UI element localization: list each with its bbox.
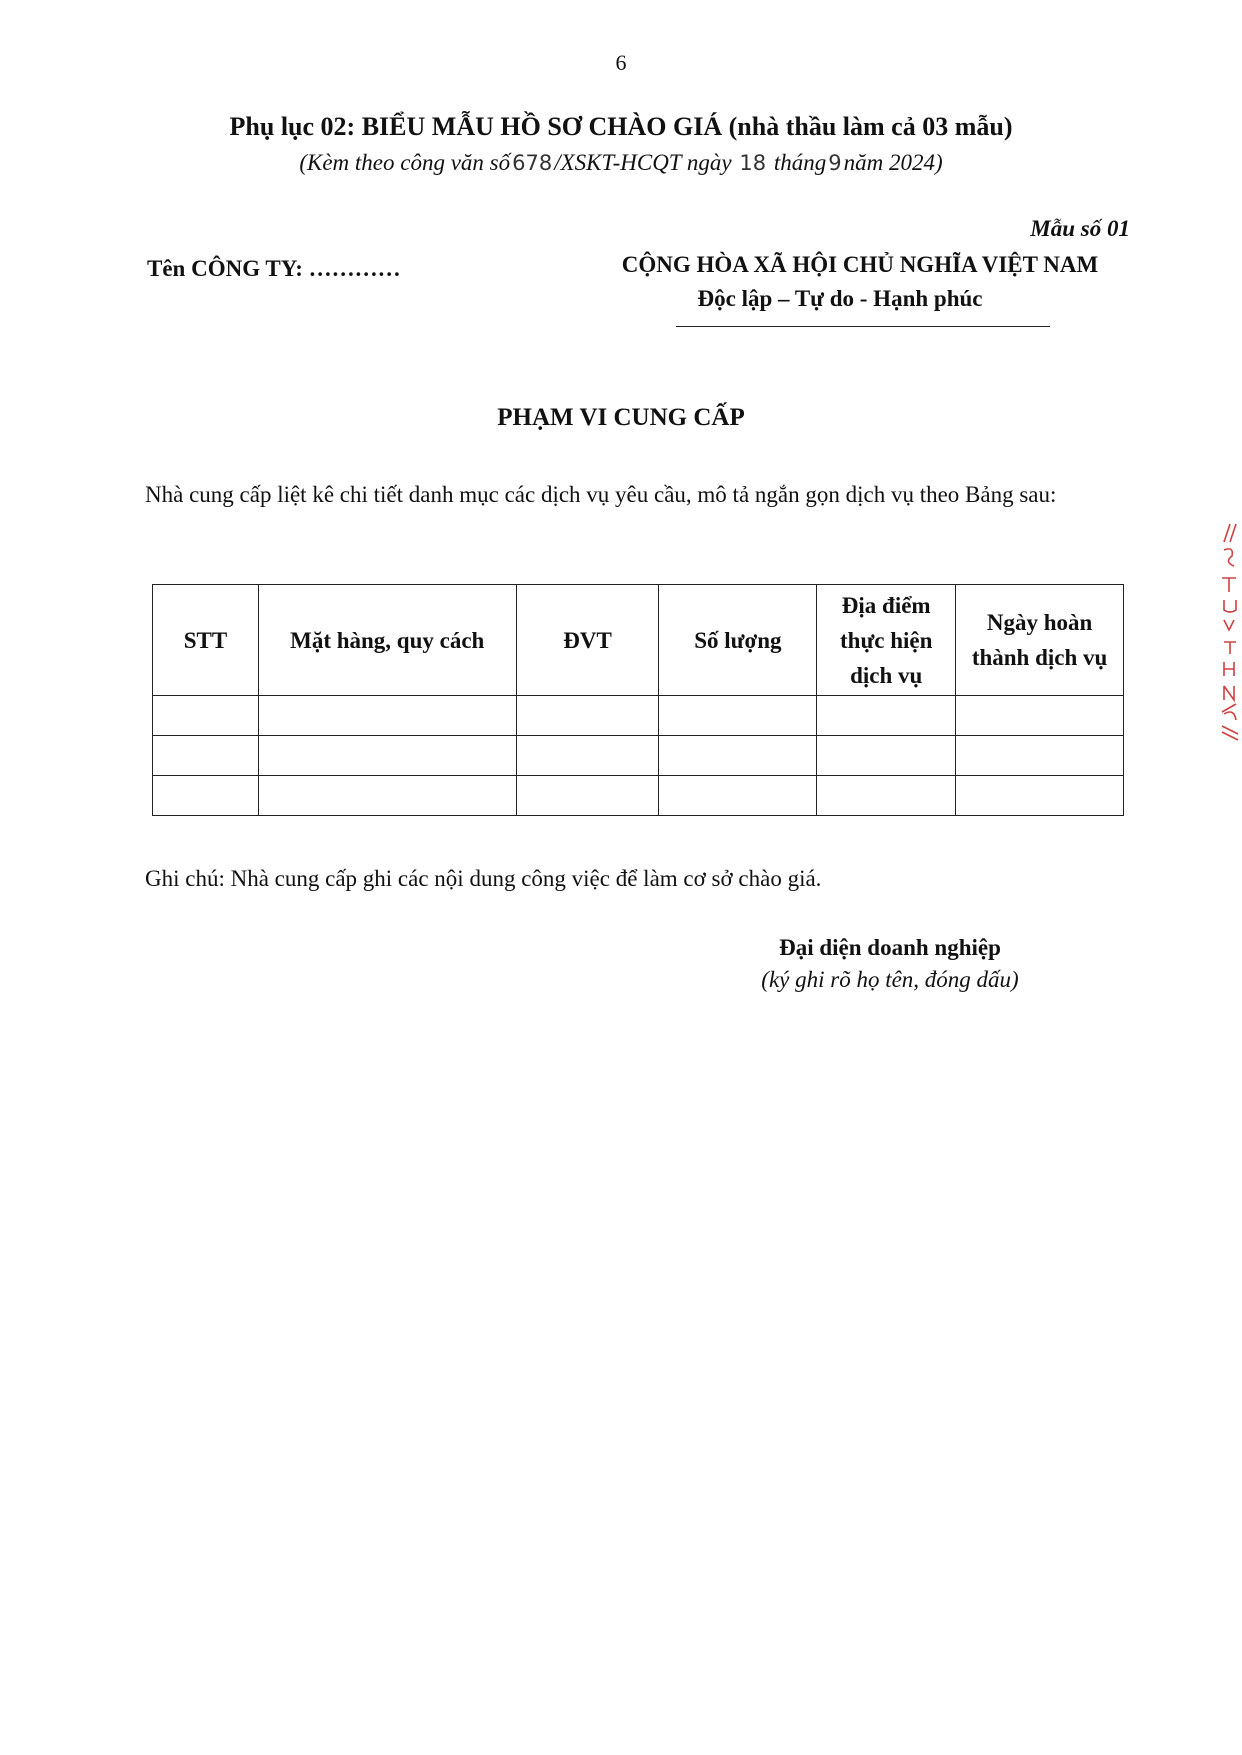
scope-table (152, 584, 1124, 816)
page-number: 6 (615, 50, 627, 75)
table-row (153, 696, 1124, 736)
handwritten-doc-number: 678 (512, 151, 553, 175)
motto-underline (676, 326, 1050, 327)
table-cell (258, 736, 516, 776)
signature-title: Đại diện doanh nghiệp (779, 935, 1001, 960)
national-header (580, 252, 1140, 312)
document-subtitle (0, 150, 1242, 176)
section-title: PHẠM VI CUNG CẤP (497, 404, 745, 431)
national-title: CỘNG HÒA XÃ HỘI CHỦ NGHĨA VIỆT NAM (621, 252, 1099, 277)
table-cell (956, 736, 1124, 776)
table-header-cell: Số lượng (659, 585, 817, 696)
table-cell (956, 696, 1124, 736)
table-cell (516, 696, 659, 736)
company-name-label: Tên CÔNG TY: ………… (147, 256, 401, 281)
handwritten-month: 9 (828, 151, 842, 175)
table-cell (153, 696, 259, 736)
table-cell (659, 736, 817, 776)
subtitle-part3: tháng (773, 150, 827, 175)
signature-block (690, 935, 1090, 993)
subtitle-part4: năm 2024) (843, 150, 943, 175)
partial-stamp-icon (1210, 520, 1240, 742)
table-row (153, 736, 1124, 776)
intro-paragraph: Nhà cung cấp liệt kê chi tiết danh mục các dịch vụ yêu cầu, mô tả ngắn gọn dịch vụ theo Bảng sau: (145, 482, 1057, 507)
table-cell (659, 776, 817, 816)
table-cell (153, 776, 259, 816)
table-cell (817, 696, 956, 736)
table-cell (258, 776, 516, 816)
signature-hint: (ký ghi rõ họ tên, đóng dấu) (761, 967, 1019, 992)
handwritten-day: 18 (739, 151, 767, 175)
table-header-cell: Mặt hàng, quy cách (258, 585, 516, 696)
table-row (153, 776, 1124, 816)
document-title: Phụ lục 02: BIỂU MẪU HỒ SƠ CHÀO GIÁ (nhà thầu làm cả 03 mẫu) (229, 112, 1013, 141)
subtitle-part2: /XSKT-HCQT ngày (554, 150, 732, 175)
table-cell (258, 696, 516, 736)
subtitle-part1: (Kèm theo công văn số (299, 150, 511, 175)
table-header-cell: Địa điểm thực hiện dịch vụ (817, 585, 956, 696)
table-cell (516, 776, 659, 816)
table-cell (659, 696, 817, 736)
table-cell (153, 736, 259, 776)
table-cell (516, 736, 659, 776)
national-motto: Độc lập – Tự do - Hạnh phúc (697, 286, 983, 311)
table-cell (817, 776, 956, 816)
table-header-row (153, 585, 1124, 696)
table-header-cell: Ngày hoàn thành dịch vụ (956, 585, 1124, 696)
table-header-cell: ĐVT (516, 585, 659, 696)
note-text: Ghi chú: Nhà cung cấp ghi các nội dung công việc để làm cơ sở chào giá. (145, 866, 822, 891)
table-cell (956, 776, 1124, 816)
form-number: Mẫu số 01 (1030, 216, 1130, 241)
table-cell (817, 736, 956, 776)
table-header-cell: STT (153, 585, 259, 696)
